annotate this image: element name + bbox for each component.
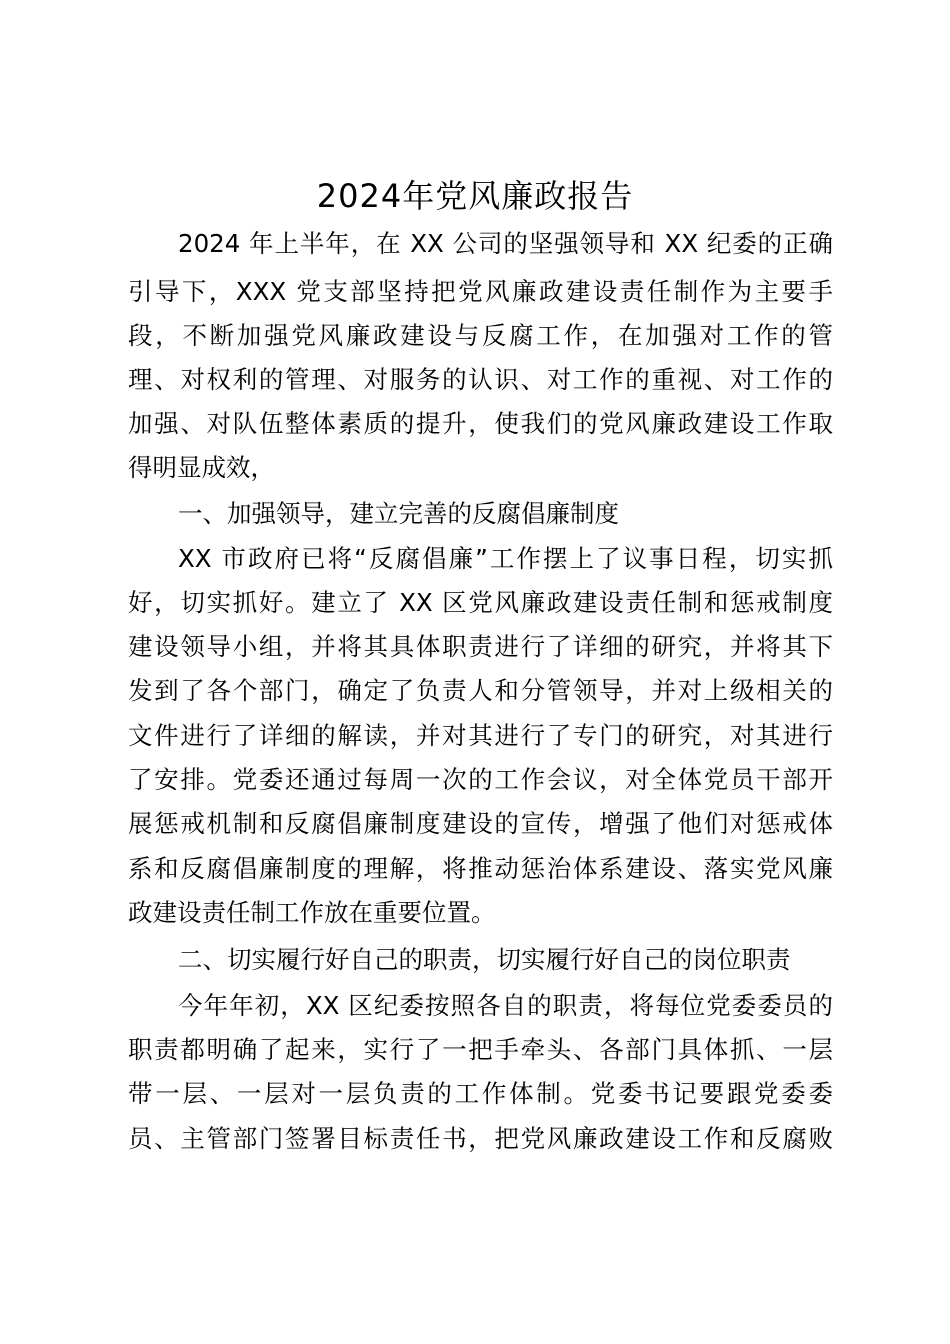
paragraph-1-line-6: 得明显成效，: [128, 453, 275, 482]
paragraph-1-line-4: 理、对权利的管理、对服务的认识、对工作的重视、对工作的: [128, 365, 833, 394]
paragraph-2-line-9: 政建设责任制工作放在重要位置。: [128, 898, 496, 927]
paragraph-1-line-3: 段，不断加强党风廉政建设与反腐工作，在加强对工作的管: [128, 321, 833, 350]
paragraph-1-line-1: 2024 年上半年，在 XX 公司的坚强领导和 XX 纪委的正确: [178, 229, 833, 258]
paragraph-1-line-2: 引导下，XXX 党支部坚持把党风廉政建设责任制作为主要手: [128, 277, 833, 306]
paragraph-2-line-1: XX 市政府已将“反腐倡廉”工作摆上了议事日程，切实抓: [178, 544, 833, 573]
section-heading-2: 二、切实履行好自己的职责，切实履行好自己的岗位职责: [178, 945, 791, 974]
paragraph-3-line-4: 员、主管部门签署目标责任书，把党风廉政建设工作和反腐败: [128, 1124, 833, 1153]
paragraph-2-line-2: 好，切实抓好。建立了 XX 区党风廉政建设责任制和惩戒制度: [128, 588, 833, 617]
paragraph-3-line-1: 今年年初，XX 区纪委按照各自的职责，将每位党委委员的: [178, 991, 833, 1020]
paragraph-2-line-6: 了安排。党委还通过每周一次的工作会议，对全体党员干部开: [128, 765, 833, 794]
paragraph-2-line-4: 发到了各个部门，确定了负责人和分管领导，并对上级相关的: [128, 676, 833, 705]
paragraph-2-line-8: 系和反腐倡廉制度的理解，将推动惩治体系建设、落实党风廉: [128, 854, 833, 883]
document-title: 2024年党风廉政报告: [316, 177, 634, 215]
paragraph-1-line-5: 加强、对队伍整体素质的提升，使我们的党风廉政建设工作取: [128, 409, 833, 438]
section-heading-1: 一、加强领导，建立完善的反腐倡廉制度: [178, 499, 619, 528]
paragraph-3-line-3: 带一层、一层对一层负责的工作体制。党委书记要跟党委委: [128, 1079, 833, 1108]
paragraph-2-line-5: 文件进行了详细的解读，并对其进行了专门的研究，对其进行: [128, 721, 833, 750]
paragraph-2-line-7: 展惩戒机制和反腐倡廉制度建设的宣传，增强了他们对惩戒体: [128, 809, 833, 838]
paragraph-2-line-3: 建设领导小组，并将其具体职责进行了详细的研究，并将其下: [128, 632, 833, 661]
paragraph-3-line-2: 职责都明确了起来，实行了一把手牵头、各部门具体抓、一层: [128, 1035, 833, 1064]
